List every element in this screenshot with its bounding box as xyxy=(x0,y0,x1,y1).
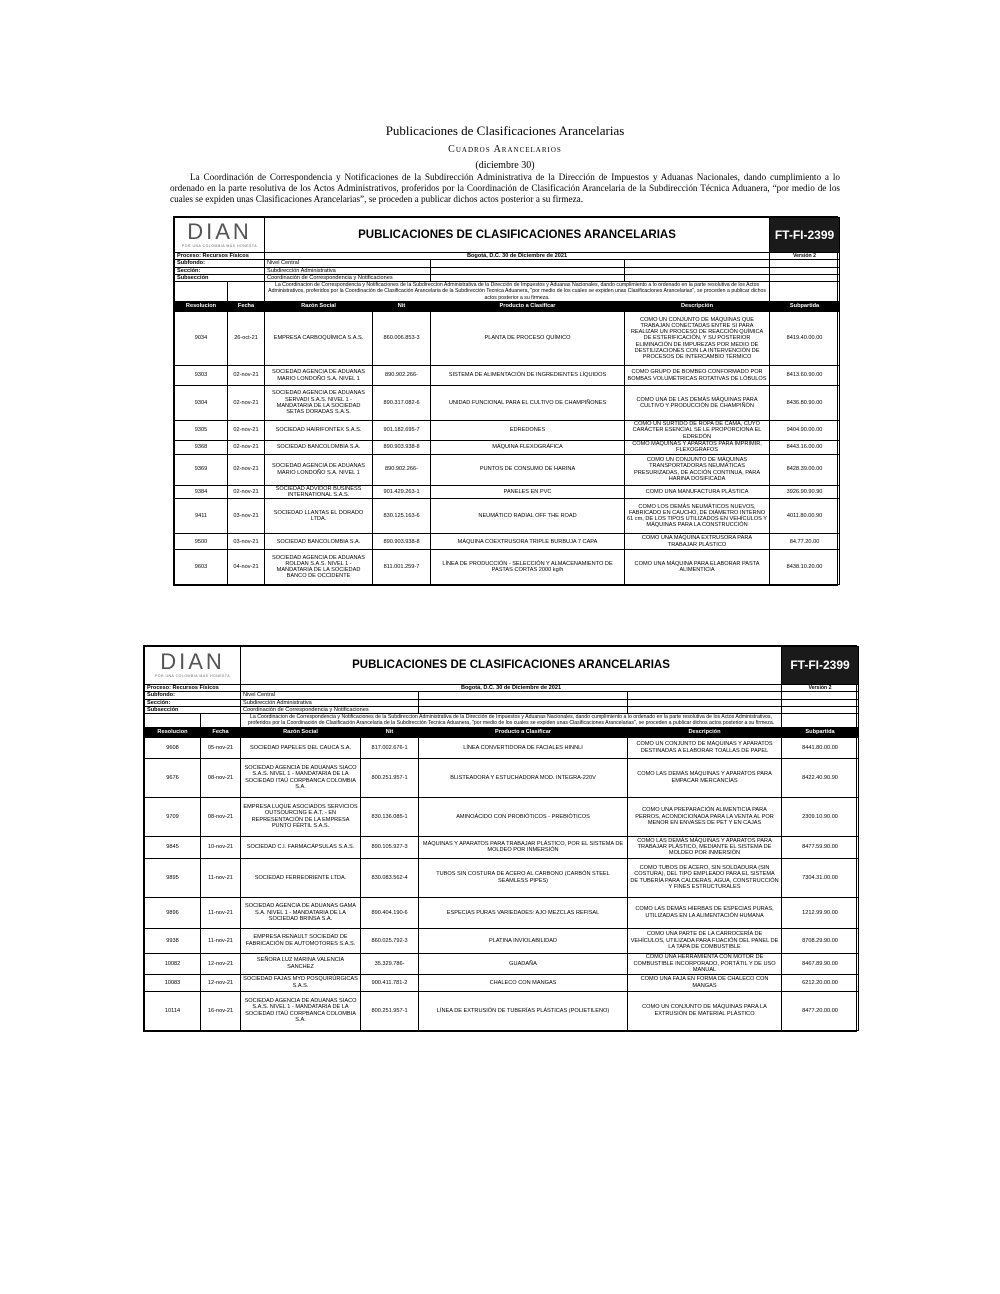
nit-cell: 890.404.190-6 xyxy=(361,897,419,928)
fecha-cell: 03-nov-21 xyxy=(228,534,265,550)
form-table-2 xyxy=(143,645,857,1032)
form-subfondo-row xyxy=(175,260,840,267)
subseccion-value: Coordinación de Correspondencia y Notificaciones xyxy=(265,274,431,281)
resolucion-cell: 9303 xyxy=(175,366,228,386)
note-blank-a xyxy=(145,714,201,728)
fecha-cell: 02-nov-21 xyxy=(228,485,265,499)
razon-social-cell: SOCIEDAD AGENCIA DE ADUANAS ROLDAN S.A.S. NIVEL 1 - MANDATARIA DE LA SOCIEDAD BANCO DE OCCIDENTE xyxy=(265,550,373,585)
form-title: PUBLICACIONES DE CLASIFICACIONES ARANCELARIAS xyxy=(265,218,770,253)
resolucion-cell: 9500 xyxy=(175,534,228,550)
subpartida-cell: 8422.40.90.90 xyxy=(782,758,859,797)
producto-cell: PLANTA DE PROCESO QUÍMICO xyxy=(431,312,625,366)
dian-logo xyxy=(175,218,265,253)
dian-logo-tagline: POR UNA COLOMBIA MÁS HONESTA xyxy=(181,243,258,248)
razon-social-cell: SOCIEDAD AGENCIA DE ADUANAS MARIO LONDOÑO S.A. NIVEL 1 xyxy=(265,454,373,485)
place-date: Bogotá, D.C. 30 de Diciembre de 2021 xyxy=(241,685,782,692)
dian-logo-tagline: POR UNA COLOMBIA MÁS HONESTA xyxy=(154,674,231,679)
subpartida-cell: 4011.80.00.90 xyxy=(770,499,840,534)
subfondo-value: Nivel Central xyxy=(241,692,419,699)
intro-paragraph: La Coordinación de Correspondencia y Notificaciones de la Subdirección Administrativa de la Dirección de Impuestos y Aduanas Nacionales, dando cumplimiento a lo ordenado en la parte resolutiva de los Actos Administrativos, proferidos por la Coordinación de Clasificación Arancelaria de la Subdirección Técnica Aduanera, “por medio de los cuales se expiden unas Clasificaciones Arancelarias”, se proceden a publicar dichos actos posterior a su firmeza. xyxy=(170,172,840,204)
resolucion-cell: 10114 xyxy=(145,991,201,1030)
column-header: Descripción xyxy=(625,302,770,312)
producto-cell: NEUMÁTICO RADIAL OFF THE ROAD xyxy=(431,499,625,534)
subpartida-cell: 7304.31.00.00 xyxy=(782,858,859,897)
form-note: La Coordinacion de Correspondencia y Notificaciones de la Subdireccion Administrativa de la Dirección de Impuestos y Aduanas Nacionales, dando cumplimiento a lo ordenado en la parte resolutiva de los Actos Administrativos, proferidos por la Coordinación de Clasificación Arancelaria de la Subdirección Tecnica Aduanera, "por medio de los cuales se expiden unas Clasificaciones Arancelarias", se proceden a publicar dichos actos posterior a su firmeza. xyxy=(265,282,770,302)
descripcion-cell: COMO UN SURTIDO DE ROPA DE CAMA, CUYO CARÁCTER ESENCIAL SE LE PROPORCIONA EL EDREDÓN xyxy=(625,421,770,441)
nit-cell: 830.136.085-1 xyxy=(361,797,419,836)
table-row xyxy=(145,737,859,758)
razon-social-cell: SOCIEDAD AGENCIA DE ADUANAS SIACO S.A.S. NIVEL 1 - MANDATARIA DE LA SOCIEDAD ITAÚ CORPBANCA COLOMBIA S.A. xyxy=(241,991,361,1030)
nit-cell: 817.002.676-1 xyxy=(361,737,419,758)
producto-cell: MÁQUINA FLEXOGRÁFICA xyxy=(431,440,625,454)
resolucion-cell: 9608 xyxy=(145,737,201,758)
form-subseccion-row xyxy=(145,706,859,713)
subpartida-cell: 8477.20.00.00 xyxy=(782,991,859,1030)
resolucion-cell: 9603 xyxy=(175,550,228,585)
producto-cell: PUNTOS DE CONSUMO DE HARINA xyxy=(431,454,625,485)
resolucion-cell: 9938 xyxy=(145,928,201,953)
table-row xyxy=(145,953,859,974)
fecha-cell: 02-nov-21 xyxy=(228,386,265,421)
subpartida-cell: 8441.80.00.00 xyxy=(782,737,859,758)
descripcion-cell: COMO UNA PREPARACIÓN ALIMENTICIA PARA PERROS, ACONDICIONADA PARA LA VENTA AL POR MENOR EN ENVASES DE PET Y EN CAJAS xyxy=(628,797,782,836)
subpartida-cell: 8413.60.90.00 xyxy=(770,366,840,386)
process-label: Proceso: Recursos Físicos xyxy=(175,253,265,260)
subfondo-blank-a xyxy=(419,692,628,699)
form-subfondo-row xyxy=(145,692,859,699)
descripcion-cell: COMO UNA HERRAMIENTA CON MOTOR DE COMBUSTIBLE INCORPORADO, PORTÁTIL Y DE USO MANUAL xyxy=(628,953,782,974)
nit-cell: 901.182.695-7 xyxy=(373,421,431,441)
descripcion-cell: COMO UNA MANUFACTURA PLÁSTICA xyxy=(625,485,770,499)
subseccion-blank-b xyxy=(628,706,782,713)
fecha-cell: 12-nov-21 xyxy=(201,974,241,991)
column-header: Producto a Clasificar xyxy=(419,727,628,737)
seccion-value: Subdirección Administrativa xyxy=(265,267,431,274)
descripcion-cell: COMO LAS DEMÁS MÁQUINAS Y APARATOS PARA TRABAJAR PLÁSTICO, MEDIANTE EL SISTEMA DE MOLDEO POR INMERSIÓN xyxy=(628,836,782,858)
column-header: Nit xyxy=(373,302,431,312)
nit-cell: 890.903.938-8 xyxy=(373,440,431,454)
seccion-blank-a xyxy=(431,267,625,274)
fecha-cell: 11-nov-21 xyxy=(201,858,241,897)
subpartida-cell: 9404.90.00.00 xyxy=(770,421,840,441)
descripcion-cell: COMO MÁQUINAS Y APARATOS PARA IMPRIMIR, FLEXOGRAFOS xyxy=(625,440,770,454)
descripcion-cell: COMO UN CONJUNTO DE MÁQUINAS PARA LA EXTRUSIÓN DE MATERIAL PLÁSTICO xyxy=(628,991,782,1030)
razon-social-cell: SOCIEDAD AGENCIA DE ADUANAS MARIO LONDOÑO S.A. NIVEL 1 xyxy=(265,366,373,386)
descripcion-cell: COMO TUBOS DE ACERO, SIN SOLDADURA (SIN COSTURA), DEL TIPO EMPLEADO PARA EL SISTEMA DE TUBERÍA PARA CALDERAS, AGUA, CONSTRUCCIÓN Y FINES ESTRUCTURALES xyxy=(628,858,782,897)
seccion-blank-c xyxy=(782,699,859,706)
producto-cell: ESPECIAS PURAS VARIEDADES: AJO MEZCLAS REFISAL xyxy=(419,897,628,928)
form-process-row xyxy=(145,685,859,692)
dian-logo-text: DIAN xyxy=(160,649,225,675)
column-header-row xyxy=(175,302,840,312)
nit-cell: 800.251.957-1 xyxy=(361,758,419,797)
subseccion-blank-c xyxy=(770,274,840,281)
resolucion-cell: 9896 xyxy=(145,897,201,928)
subpartida-cell: 8443.16.00.00 xyxy=(770,440,840,454)
form-header-row xyxy=(175,218,840,253)
form-note: La Coordinacion de Correspondencia y Notificaciones de la Subdireccion Administrativa de la Dirección de Impuestos y Aduanas Nacionales, dando cumplimiento a lo ordenado en la parte resolutiva de los Actos Administrativos, proferidos por la Coordinación de Clasificación Arancelaria de la Subdirección Tecnica Aduanera, "por medio de los cuales se expiden unas Clasificaciones Arancelarias", se proceden a publicar dichos actos posterior a su firmeza. xyxy=(241,714,782,728)
producto-cell: MÁQUINA COEXTRUSORA TRIPLE BURBUJA 7 CAPA xyxy=(431,534,625,550)
razon-social-cell: SOCIEDAD BANCOLOMBIA S.A. xyxy=(265,534,373,550)
subseccion-blank-b xyxy=(625,274,770,281)
fecha-cell: 10-nov-21 xyxy=(201,836,241,858)
page-subtitle: Cuadros Arancelarios xyxy=(448,144,562,155)
column-header: Descripción xyxy=(628,727,782,737)
razon-social-cell: SOCIEDAD ADVIDOR BUSINESS INTERNATIONAL S.A.S. xyxy=(265,485,373,499)
table-row xyxy=(145,928,859,953)
page-date: (diciembre 30) xyxy=(475,160,535,171)
fecha-cell: 11-nov-21 xyxy=(201,928,241,953)
producto-cell: MÁQUINAS Y APARATOS PARA TRABAJAR PLÁSTICO, POR EL SISTEMA DE MOLDEO POR INMERSIÓN xyxy=(419,836,628,858)
form-title: PUBLICACIONES DE CLASIFICACIONES ARANCELARIAS xyxy=(241,647,782,685)
razon-social-cell: EMPRESA LUQUE ASOCIADOS SERVICIOS OUTSOURCING E.A.T. - EN REPRESENTACIÓN DE LA EMPRESA PUNTO FÉRTIL S.A.S. xyxy=(241,797,361,836)
descripcion-cell: COMO LAS DEMÁS HIERBAS DE ESPECIAS PURAS, UTILIZADAS EN LA ALIMENTACIÓN HUMANA xyxy=(628,897,782,928)
razon-social-cell: SOCIEDAD LLANTAS EL DORADO LTDA. xyxy=(265,499,373,534)
form-note-row xyxy=(175,282,840,302)
subseccion-value: Coordinación de Correspondencia y Notificaciones xyxy=(241,706,419,713)
resolucion-cell: 10083 xyxy=(145,974,201,991)
form-code: FT-FI-2399 xyxy=(770,218,840,253)
razon-social-cell: SOCIEDAD AGENCIA DE ADUANAS SIACO S.A.S. NIVEL 1 - MANDATARIA DE LA SOCIEDAD ITAÚ CORPBANCA COLOMBIA S.A. xyxy=(241,758,361,797)
producto-cell: SISTEMA DE ALIMENTACIÓN DE INGREDIENTES LÍQUIDOS xyxy=(431,366,625,386)
razon-social-cell: SOCIEDAD AGENCIA DE ADUANAS GAMA S.A. NIVEL 1 - MANDATARIA DE LA SOCIEDAD BRINSA S.A. xyxy=(241,897,361,928)
form-2 xyxy=(144,646,859,1031)
resolucion-cell: 9305 xyxy=(175,421,228,441)
form-version: Versión 2 xyxy=(782,685,859,692)
nit-cell: 890.902.266- xyxy=(373,366,431,386)
resolucion-cell: 9411 xyxy=(175,499,228,534)
subseccion-label: Subsección xyxy=(175,274,265,281)
note-blank-b xyxy=(228,282,265,302)
table-row xyxy=(145,797,859,836)
column-header: Razón Social xyxy=(241,727,361,737)
nit-cell: 35.329.786- xyxy=(361,953,419,974)
form-code: FT-FI-2399 xyxy=(782,647,859,685)
subpartida-cell: 8477.59.90.00 xyxy=(782,836,859,858)
column-header: Fecha xyxy=(228,302,265,312)
producto-cell: LÍNEA CONVERTIDORA DE FACIALES HINNLI xyxy=(419,737,628,758)
nit-cell: 890.105.927-3 xyxy=(361,836,419,858)
column-header: Fecha xyxy=(201,727,241,737)
subpartida-cell: 6212.20.00.00 xyxy=(782,974,859,991)
seccion-blank-c xyxy=(770,267,840,274)
fecha-cell: 03-nov-21 xyxy=(228,499,265,534)
resolucion-cell: 9845 xyxy=(145,836,201,858)
producto-cell: LÍNEA DE EXTRUSIÓN DE TUBERÍAS PLÁSTICAS (POLIETILENO) xyxy=(419,991,628,1030)
subseccion-label: Subsección xyxy=(145,706,241,713)
nit-cell: 800.251.957-1 xyxy=(361,991,419,1030)
producto-cell: BLISTEADORA Y ESTUCHADORA MOD. INTEGRA-220V xyxy=(419,758,628,797)
fecha-cell: 02-nov-21 xyxy=(228,421,265,441)
subfondo-value: Nivel Central xyxy=(265,260,431,267)
descripcion-cell: COMO UN CONJUNTO DE MÁQUINAS TRANSPORTADORAS NEUMÁTICAS PRESURIZADAS, DE ACCIÓN CONTINUA, PARA HARINA DOSIFICADA xyxy=(625,454,770,485)
razon-social-cell: SOCIEDAD BANCOLOMBIA S.A. xyxy=(265,440,373,454)
subpartida-cell: 8467.89.90.00 xyxy=(782,953,859,974)
subseccion-blank-a xyxy=(419,706,628,713)
razon-social-cell: SOCIEDAD AGENCIA DE ADUANAS SERVADI S.A.S. NIVEL 1 - MANDATARIA DE LA SOCIEDAD SETAS DORADAS S.A.S. xyxy=(265,386,373,421)
column-header: Subpartida xyxy=(770,302,840,312)
subfondo-label: Subfondo: xyxy=(145,692,241,699)
subseccion-blank-a xyxy=(431,274,625,281)
form-version: Versión 2 xyxy=(770,253,840,260)
table-row xyxy=(175,550,840,585)
table-row xyxy=(145,991,859,1030)
descripcion-cell: COMO LAS DEMÁS MÁQUINAS Y APARATOS PARA EMPACAR MERCANCÍAS xyxy=(628,758,782,797)
fecha-cell: 02-nov-21 xyxy=(228,454,265,485)
nit-cell: 901.429.263-1 xyxy=(373,485,431,499)
column-header: Subpartida xyxy=(782,727,859,737)
table-row xyxy=(145,974,859,991)
descripcion-cell: COMO UNA DE LAS DEMÁS MÁQUINAS PARA CULTIVO Y PRODUCCIÓN DE CHAMPIÑÓN xyxy=(625,386,770,421)
razon-social-cell: SEÑORA LUZ MARINA VALENCIA SANCHEZ xyxy=(241,953,361,974)
resolucion-cell: 9895 xyxy=(145,858,201,897)
fecha-cell: 12-nov-21 xyxy=(201,953,241,974)
subpartida-cell: 8419.40.00.00 xyxy=(770,312,840,366)
column-header: Resolucion xyxy=(145,727,201,737)
resolucion-cell: 9369 xyxy=(175,454,228,485)
fecha-cell: 02-nov-21 xyxy=(228,440,265,454)
column-header: Razón Social xyxy=(265,302,373,312)
resolucion-cell: 9384 xyxy=(175,485,228,499)
producto-cell: PLATINA INVIOLABILIDAD xyxy=(419,928,628,953)
form-process-row xyxy=(175,253,840,260)
nit-cell: 890.902.266- xyxy=(373,454,431,485)
dian-logo xyxy=(145,647,241,685)
subpartida-cell: 3926.90.90.90 xyxy=(770,485,840,499)
seccion-blank-b xyxy=(628,699,782,706)
resolucion-cell: 9034 xyxy=(175,312,228,366)
note-blank-b xyxy=(201,714,241,728)
fecha-cell: 16-nov-21 xyxy=(201,991,241,1030)
table-row xyxy=(145,836,859,858)
fecha-cell: 26-oct-21 xyxy=(228,312,265,366)
subpartida-cell: 2309.10.90.00 xyxy=(782,797,859,836)
descripcion-cell: COMO UNA MÁQUINA PARA ELABORAR PASTA ALIMENTICIA xyxy=(625,550,770,585)
producto-cell: PANELES EN PVC xyxy=(431,485,625,499)
resolucion-cell: 10082 xyxy=(145,953,201,974)
producto-cell: TUBOS SIN COSTURA DE ACERO AL CARBONO (CARBÓN STEEL SEAMLESS PIPES) xyxy=(419,858,628,897)
form-subseccion-row xyxy=(175,274,840,281)
table-row xyxy=(145,897,859,928)
subfondo-blank-b xyxy=(628,692,782,699)
column-header: Producto a Clasificar xyxy=(431,302,625,312)
descripcion-cell: COMO UNA MÁQUINA EXTRUSORA PARA TRABAJAR PLÁSTICO xyxy=(625,534,770,550)
form-seccion-row xyxy=(145,699,859,706)
resolucion-cell: 9676 xyxy=(145,758,201,797)
seccion-label: Sección: xyxy=(175,267,265,274)
fecha-cell: 08-nov-21 xyxy=(201,797,241,836)
table-row xyxy=(175,485,840,499)
descripcion-cell: COMO GRUPO DE BOMBEO CONFORMADO POR BOMBAS VOLUMÉTRICAS ROTATIVAS DE LÓBULOS xyxy=(625,366,770,386)
subseccion-blank-c xyxy=(782,706,859,713)
nit-cell: 890.317.082-6 xyxy=(373,386,431,421)
form-note-row xyxy=(145,714,859,728)
subpartida-cell: 8436.80.90.00 xyxy=(770,386,840,421)
seccion-value: Subdirección Administrativa xyxy=(241,699,419,706)
table-row xyxy=(145,858,859,897)
nit-cell: 890.903.938-8 xyxy=(373,534,431,550)
subfondo-blank-c xyxy=(770,260,840,267)
subfondo-label: Subfondo: xyxy=(175,260,265,267)
column-header: Nit xyxy=(361,727,419,737)
subpartida-cell: 8428.39.00.00 xyxy=(770,454,840,485)
producto-cell: GUADAÑA xyxy=(419,953,628,974)
subpartida-cell: 1212.99.90.00 xyxy=(782,897,859,928)
razon-social-cell: SOCIEDAD C.I. FARMACÁPSULAS S.A.S. xyxy=(241,836,361,858)
fecha-cell: 04-nov-21 xyxy=(228,550,265,585)
resolucion-cell: 9709 xyxy=(145,797,201,836)
subfondo-blank-b xyxy=(625,260,770,267)
razon-social-cell: SOCIEDAD PAPELES DEL CAUCA S.A. xyxy=(241,737,361,758)
note-blank-c xyxy=(782,714,859,728)
razon-social-cell: SOCIEDAD FERREORIENTE LTDA. xyxy=(241,858,361,897)
producto-cell: UNIDAD FUNCIONAL PARA EL CULTIVO DE CHAMPIÑONES xyxy=(431,386,625,421)
note-blank-a xyxy=(175,282,228,302)
fecha-cell: 08-nov-21 xyxy=(201,758,241,797)
column-header-row xyxy=(145,727,859,737)
note-blank-c xyxy=(770,282,840,302)
nit-cell: 811.001.259-7 xyxy=(373,550,431,585)
razon-social-cell: EMPRESA RENAULT SOCIEDAD DE FABRICACIÓN DE AUTOMOTORES S.A.S. xyxy=(241,928,361,953)
razon-social-cell: SOCIEDAD FAJAS MYD POSQUIRÚRGICAS S.A.S. xyxy=(241,974,361,991)
subfondo-blank-a xyxy=(431,260,625,267)
descripcion-cell: COMO UN CONJUNTO DE MÁQUINAS QUE TRABAJAN CONECTADAS ENTRE SI PARA REALIZAR UN PROCESO DE REACCIÓN QUÍMICA DE ESTERIFICACIÓN, Y SU POSTERIOR ELIMINACIÓN DE IMPUREZAS POR MEDIO DE DESTILIZACIONES CON LA INTERVENCIÓN DE PROCESOS DE INTERCAMBIO TÉRMICO xyxy=(625,312,770,366)
nit-cell: 860.025.792-3 xyxy=(361,928,419,953)
descripcion-cell: COMO UNA PARTE DE LA CARROCERÍA DE VEHÍCULOS, UTILIZADA PARA FIJACIÓN DEL PANEL DE LA TAPA DE COMBUSTIBLE xyxy=(628,928,782,953)
form-seccion-row xyxy=(175,267,840,274)
fecha-cell: 11-nov-21 xyxy=(201,897,241,928)
process-label: Proceso: Recursos Físicos xyxy=(145,685,241,692)
fecha-cell: 02-nov-21 xyxy=(228,366,265,386)
table-row xyxy=(175,534,840,550)
place-date: Bogotá, D.C. 30 de Diciembre de 2021 xyxy=(265,253,770,260)
subpartida-cell: 84.77.20.00 xyxy=(770,534,840,550)
form-header-row xyxy=(145,647,859,685)
form-table-1 xyxy=(173,216,838,586)
form-1 xyxy=(174,217,840,585)
table-row xyxy=(175,386,840,421)
subpartida-cell: 8438.10.20.00 xyxy=(770,550,840,585)
descripcion-cell: COMO UN CONJUNTO DE MÁQUINAS Y APARATOS DESTINADAS A ELABORAR TOALLAS DE PAPEL xyxy=(628,737,782,758)
subpartida-cell: 8708.29.90.00 xyxy=(782,928,859,953)
table-row xyxy=(175,499,840,534)
table-row xyxy=(175,312,840,366)
producto-cell: EDREDONES xyxy=(431,421,625,441)
resolucion-cell: 9368 xyxy=(175,440,228,454)
dian-logo-text: DIAN xyxy=(187,218,252,244)
nit-cell: 830.125.163-6 xyxy=(373,499,431,534)
page-title: Publicaciones de Clasificaciones Arancelarias xyxy=(385,123,625,138)
table-row xyxy=(175,440,840,454)
descripcion-cell: COMO UNA FAJA EN FORMA DE CHALECO CON MANGAS xyxy=(628,974,782,991)
producto-cell: LÍNEA DE PRODUCCIÓN - SELECCIÓN Y ALMACENAMIENTO DE PASTAS CORTAS 2000 kg/h xyxy=(431,550,625,585)
seccion-label: Sección: xyxy=(145,699,241,706)
fecha-cell: 05-nov-21 xyxy=(201,737,241,758)
nit-cell: 860.006.853-3 xyxy=(373,312,431,366)
nit-cell: 900.411.781-2 xyxy=(361,974,419,991)
subfondo-blank-c xyxy=(782,692,859,699)
producto-cell: CHALECO CON MANGAS xyxy=(419,974,628,991)
razon-social-cell: SOCIEDAD HAIRIFONTEX S.A.S. xyxy=(265,421,373,441)
nit-cell: 830.083.562-4 xyxy=(361,858,419,897)
table-row xyxy=(145,758,859,797)
resolucion-cell: 9304 xyxy=(175,386,228,421)
table-row xyxy=(175,366,840,386)
producto-cell: AMINOÁCIDO CON PROBIÓTICOS - PREBIÓTICOS xyxy=(419,797,628,836)
descripcion-cell: COMO LOS DEMÁS NEUMÁTICOS NUEVOS, FABRICADO EN CAUCHO, DE DIÁMETRO INTERNO 61 cm, DE LOS TIPOS UTILIZADOS EN VEHÍCULOS Y MÁQUINAS PARA LA CONSTRUCCIÓN xyxy=(625,499,770,534)
seccion-blank-b xyxy=(625,267,770,274)
seccion-blank-a xyxy=(419,699,628,706)
razon-social-cell: EMPRESA CARBOQUÍMICA S.A.S. xyxy=(265,312,373,366)
table-row xyxy=(175,421,840,441)
column-header: Resolucion xyxy=(175,302,228,312)
table-row xyxy=(175,454,840,485)
